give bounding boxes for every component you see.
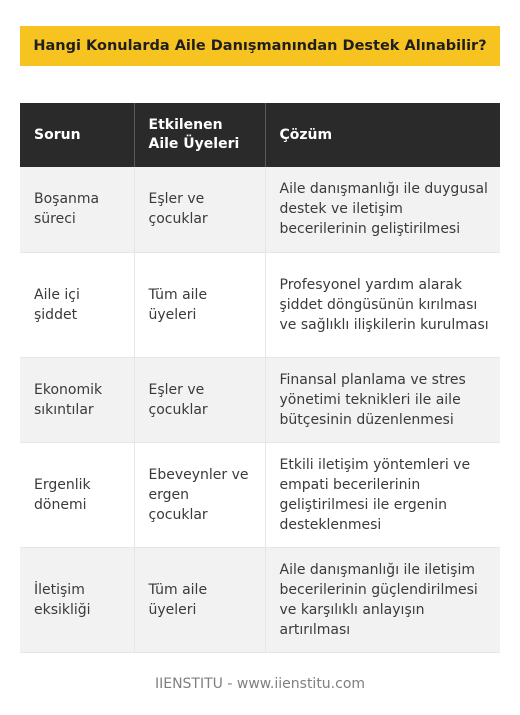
cell-cozum: Finansal planlama ve stres yönetimi teknikleri ile aile bütçesinin düzenlenmesi xyxy=(265,357,500,442)
title-banner xyxy=(20,26,500,66)
table-row xyxy=(20,167,500,252)
header-etkilenen: Etkilenen Aile Üyeleri xyxy=(134,103,265,167)
cell-etkilenen: Eşler ve çocuklar xyxy=(134,357,265,442)
cell-sorun: Aile içi şiddet xyxy=(20,252,134,357)
cell-sorun: Boşanma süreci xyxy=(20,167,134,252)
cell-cozum: Profesyonel yardım alarak şiddet döngüsünün kırılması ve sağlıklı ilişkilerin kurulması xyxy=(265,252,500,357)
table-row xyxy=(20,547,500,652)
table-row xyxy=(20,357,500,442)
table-row xyxy=(20,252,500,357)
footer-credit: IIENSTITU - www.iienstitu.com xyxy=(154,676,366,692)
cell-etkilenen: Ebeveynler ve ergen çocuklar xyxy=(134,442,265,547)
cell-cozum: Aile danışmanlığı ile iletişim becerilerinin güçlendirilmesi ve karşılıklı anlayışın artırılması xyxy=(265,547,500,652)
problems-table xyxy=(20,103,500,653)
cell-etkilenen: Tüm aile üyeleri xyxy=(134,547,265,652)
header-cozum: Çözüm xyxy=(265,103,500,167)
page-title: Hangi Konularda Aile Danışmanından Destek Alınabilir? xyxy=(33,38,487,54)
cell-etkilenen: Eşler ve çocuklar xyxy=(134,167,265,252)
cell-sorun: Ergenlik dönemi xyxy=(20,442,134,547)
table-header-row xyxy=(20,103,500,167)
cell-sorun: Ekonomik sıkıntılar xyxy=(20,357,134,442)
cell-etkilenen: Tüm aile üyeleri xyxy=(134,252,265,357)
table-row xyxy=(20,442,500,547)
cell-cozum: Etkili iletişim yöntemleri ve empati becerilerinin geliştirilmesi ile ergenin desteklenmesi xyxy=(265,442,500,547)
header-sorun: Sorun xyxy=(20,103,134,167)
cell-sorun: İletişim eksikliği xyxy=(20,547,134,652)
cell-cozum: Aile danışmanlığı ile duygusal destek ve iletişim becerilerinin geliştirilmesi xyxy=(265,167,500,252)
